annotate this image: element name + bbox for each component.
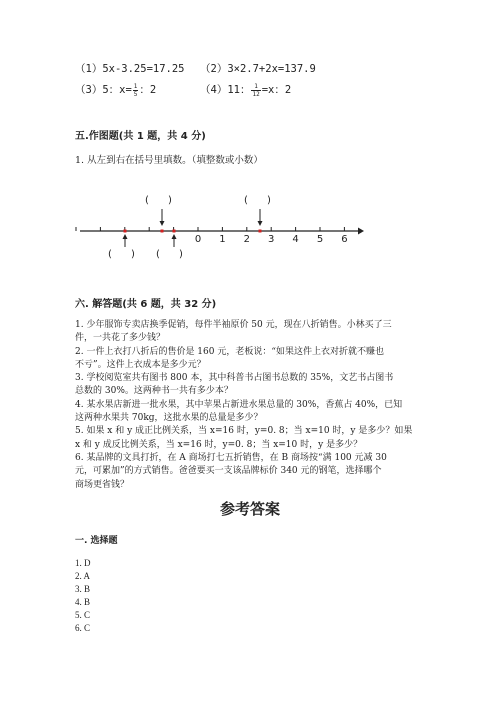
equation-4 bbox=[200, 82, 291, 98]
up-arrow-icon bbox=[123, 234, 128, 247]
question-line: 5. 如果 x 和 y 成正比例关系，当 x=16 时，y=0. 8；当 x=10 时，y 是多少？如果 bbox=[75, 426, 413, 437]
question-line: 1. 少年服饰专卖店换季促销，每件半袖原价 50 元，现在八折销售。小林买了三 bbox=[75, 320, 392, 330]
answer-key-subheading: 一. 选择题 bbox=[75, 536, 118, 546]
tick-label: 0 bbox=[194, 234, 202, 245]
section-5-question-1: 1. 从左到右在括号里填数。（填整数或小数） bbox=[75, 155, 263, 166]
equation-1: （1）5x-3.25=17.25 bbox=[75, 63, 185, 75]
question-line: 总数的 30%。这两种书一共有多少本？ bbox=[75, 386, 233, 397]
question-line: 元，可累加”的方式销售。爸爸要买一支该品牌标价 340 元的钢笔，选择哪个 bbox=[75, 466, 382, 477]
equation-4-numerator: 1 bbox=[251, 83, 260, 91]
number-line-figure bbox=[0, 185, 500, 285]
down-arrow-icon bbox=[160, 209, 165, 226]
tick-label: 5 bbox=[316, 234, 324, 245]
answer-item: 4. B bbox=[75, 597, 91, 607]
equation-4-fraction bbox=[251, 83, 260, 98]
tick-label: 1 bbox=[219, 234, 226, 245]
equation-3-numerator: 1 bbox=[133, 82, 138, 90]
answer-bracket-top-2[interactable]: ( ) bbox=[244, 195, 271, 206]
down-arrow-icon bbox=[258, 209, 263, 226]
answer-item: 5. C bbox=[75, 610, 91, 620]
equation-3-suffix: ：2 bbox=[139, 84, 157, 96]
number-line-arrowhead bbox=[358, 228, 364, 235]
question-line: 6. 某品牌的文具打折，在 A 商场打七五折销售，在 B 商场按“满 100 元减 30 bbox=[75, 452, 387, 463]
section-6-questions bbox=[75, 319, 412, 492]
question-line: 件，一共花了多少钱？ bbox=[75, 333, 166, 344]
tick-label: 2 bbox=[243, 234, 250, 245]
equation-4-denominator: 12 bbox=[252, 90, 260, 98]
answer-item: 2. A bbox=[75, 571, 91, 581]
number-line-ticks bbox=[76, 227, 344, 231]
number-line-tick-labels bbox=[195, 234, 348, 245]
red-point-4 bbox=[259, 230, 262, 233]
equation-3-denominator: 5 bbox=[133, 90, 138, 98]
number-line bbox=[76, 209, 364, 247]
answer-key-title: 参考答案 bbox=[219, 500, 280, 518]
question-line: 商场更省钱？ bbox=[75, 479, 130, 490]
question-line: 2. 一件上衣打八折后的售价是 160 元，老板说：“如果这件上衣对折就不赚也 bbox=[75, 346, 384, 357]
question-line: 这两种水果共 70kg，这批水果的总量是多少？ bbox=[75, 413, 263, 424]
equation-2: （2）3×2.7+2x=137.9 bbox=[200, 63, 316, 75]
equation-4-prefix: （4）11： bbox=[200, 84, 251, 96]
equation-3-prefix: （3）5：x= bbox=[75, 84, 132, 96]
answer-list bbox=[75, 557, 91, 635]
up-arrow-icon bbox=[172, 234, 177, 247]
tick-label: 3 bbox=[268, 234, 275, 245]
answer-item: 3. B bbox=[75, 584, 91, 594]
answer-item: 6. C bbox=[75, 623, 91, 633]
equation-3-fraction bbox=[133, 83, 139, 98]
tick-label: 6 bbox=[341, 234, 348, 245]
question-line: 3. 学校阅览室共有图书 800 本，其中科普书占图书总数的 35%，文艺书占图书 bbox=[75, 373, 394, 384]
section-5-heading: 五.作图题(共 1 题，共 4 分) bbox=[75, 131, 206, 142]
answer-bracket-top-1[interactable]: ( ) bbox=[145, 195, 172, 206]
question-line: x 和 y 成反比例关系，当 x=16 时，y=0. 8；当 x=10 时，y 是多少？ bbox=[75, 439, 363, 450]
question-line: 不亏”。这件上衣成本是多少元？ bbox=[75, 359, 206, 370]
question-line: 4. 某水果店新进一批水果，其中苹果占新进水果总量的 30%，香蕉占 40%，已知 bbox=[75, 399, 403, 410]
tick-label: 4 bbox=[292, 234, 299, 245]
answer-bracket-bottom-2[interactable]: ( ) bbox=[156, 249, 183, 260]
red-point-3 bbox=[173, 230, 176, 233]
section-6-heading: 六. 解答题(共 6 题，共 32 分) bbox=[75, 299, 217, 310]
answer-bracket-bottom-1[interactable]: ( ) bbox=[108, 249, 135, 260]
equation-4-suffix: =x：2 bbox=[261, 84, 292, 96]
answer-item: 1. D bbox=[75, 558, 91, 568]
red-point-1 bbox=[124, 230, 127, 233]
equation-3 bbox=[75, 82, 156, 98]
red-point-2 bbox=[161, 230, 164, 233]
